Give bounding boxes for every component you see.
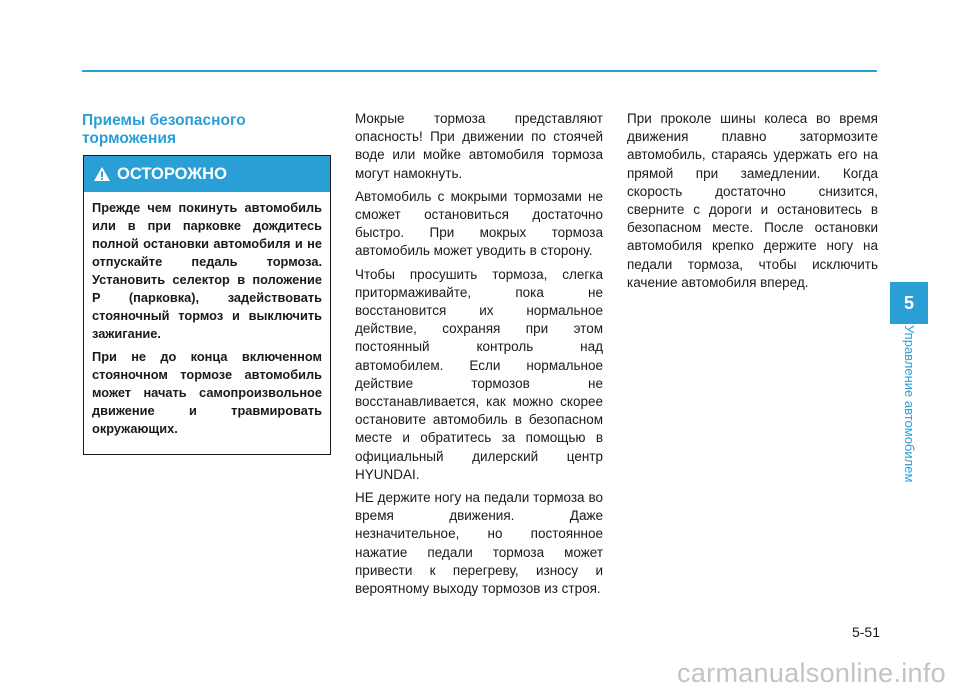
page-number: 5-51: [851, 624, 880, 640]
warning-body: [84, 192, 330, 438]
right-column: [627, 110, 878, 297]
warning-paragraph: Прежде чем покинуть автомобиль или в при парковке дождитесь полной остановки автомобиля и не отпускайте педаль тормоза. Установить селектор в положение P (парковка), задействовать стояночный тормоз и выключить зажигание.: [92, 200, 322, 341]
chapter-label-text: Управление автомобилем: [902, 325, 917, 483]
body-paragraph: Чтобы просушить тормоза, слегка притормаживайте, пока не восстановится их нормальное действие, сохраняя при этом постоянный контроль над автомобилем. Если нормальное действие тормозов не восстанавливается, как можно скорее остановите автомобиль в безопасном месте и обратитесь за помощью в официальный дилерский центр HYUNDAI.: [355, 266, 603, 482]
middle-column: [355, 110, 603, 603]
body-paragraph: При проколе шины колеса во время движения плавно затормозите автомобиль, стараясь удержать его на прямой при замедлении. Когда скорость достаточно снизится, сверните с дороги и остановитесь в безопасном месте. После остановки автомобиля крепко держите ногу на педали тормоза, чтобы исключить качение автомобиля вперед.: [627, 111, 878, 290]
body-paragraph: Автомобиль с мокрыми тормозами не сможет остановиться достаточно быстро. При мокрых тормоза автомобиль может уводить в сторону.: [355, 188, 603, 259]
header-rule: [82, 70, 877, 72]
warning-paragraph: При не до конца включенном стояночном тормозе автомобиль может начать самопроизвольное движение и травмировать окружающих.: [92, 349, 322, 436]
body-paragraph: НЕ держите ногу на педали тормоза во время движения. Даже незначительное, но постоянное нажатие педали тормоза может привести к перегреву, износу и вероятному выходу тормозов из строя.: [355, 490, 603, 597]
warning-triangle-icon: [93, 166, 111, 182]
body-paragraph: Мокрые тормоза представляют опасность! При движении по стоячей воде или мойке автомобиля тормоза могут намокнуть.: [355, 111, 603, 181]
section-title-line-2: торможения: [82, 130, 176, 147]
chapter-number: 5: [903, 292, 914, 313]
warning-header-label: ОСТОРОЖНО: [117, 164, 227, 183]
warning-header: [84, 156, 330, 192]
section-title: [82, 112, 312, 148]
watermark: carmanualsonline.info: [677, 658, 946, 688]
chapter-tab[interactable]: [890, 282, 928, 324]
section-title-line-1: Приемы безопасного: [82, 112, 246, 129]
warning-box: [83, 155, 331, 455]
